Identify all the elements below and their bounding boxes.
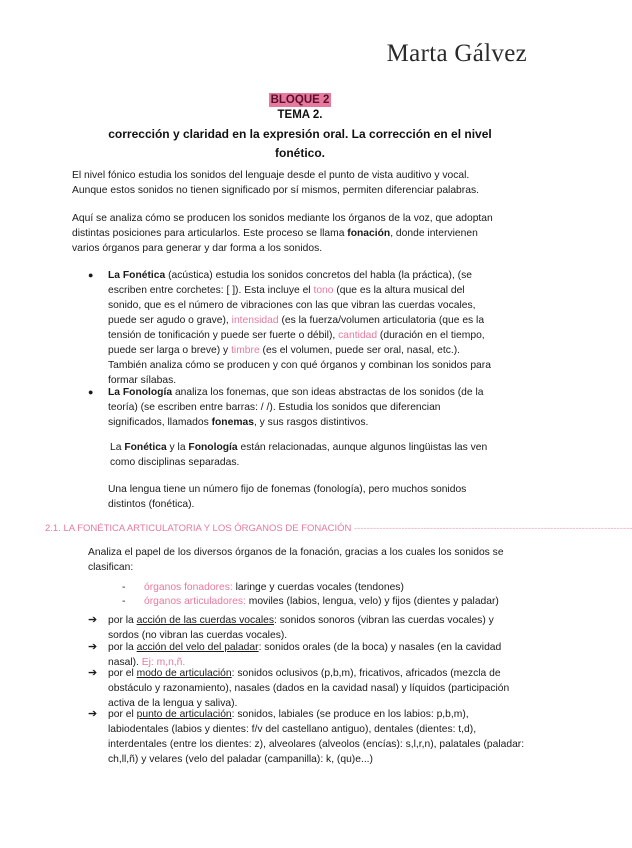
text-span: puede ser agudo o grave), (108, 315, 232, 326)
text-span: , donde intervienen (390, 228, 478, 239)
organo-text: moviles (labios, lengua, velo) y fijos (dientes y paladar) (245, 596, 499, 607)
lengua-paragraph (108, 482, 466, 512)
text-line (108, 268, 568, 283)
fonologia-term: La Fonología (108, 387, 173, 398)
example-text: Ej: m,n,ñ. (141, 657, 186, 668)
fonemas-term: fonemas (211, 417, 254, 428)
underlined-term: punto de articulación (136, 709, 232, 720)
text-span: y la (166, 442, 189, 453)
clasificacion-cuerdas (88, 613, 568, 643)
text-line: Aunque estos sonidos no tienen significado por sí mismos, permiten diferenciar palabras. (72, 185, 479, 196)
text-span: (acústica) estudia los sonidos concretos del habla (la práctica), (se (165, 270, 472, 281)
text-line: interdentales (entre los dientes: z), alveolares (alveolos (encías): s,l,r,n), palatales (paladar: (108, 739, 525, 750)
intro-paragraph-1 (72, 168, 479, 198)
fonacion-term: fonación (347, 228, 391, 239)
bloque-label: BLOQUE 2 (270, 94, 330, 106)
text-line: formar sílabas. (108, 375, 177, 386)
text-line (108, 415, 568, 430)
text-line: como disciplinas separadas. (110, 457, 240, 468)
bullet-fonetica (88, 268, 568, 388)
text-line (110, 440, 487, 455)
text-span: : sonidos oclusivos (p,b,m), fricativos, africados (mezcla de (231, 668, 501, 679)
text-span: , y sus rasgos distintivos. (253, 417, 369, 428)
text-line: sonido, que es el número de vibraciones con las que vibran las cuerdas vocales, (108, 300, 476, 311)
bullet-fonologia (88, 385, 568, 430)
timbre-term: timbre (231, 345, 260, 356)
title-line-2: fonético. (275, 146, 325, 160)
text-line: labiodentales (labios y dientes: f/v del castellano antiguo), dentales (dientes: t,d), (108, 724, 477, 735)
text-line: distintos (fonética). (108, 499, 195, 510)
leader-line: ---------------------------------------------------------------------------------------- (354, 523, 632, 534)
text-span: : sonidos, labiales (se produce en los labios: p,b,m), (231, 709, 469, 720)
arrow-right-icon: ➔ (88, 708, 98, 720)
bullet-dot-icon: ● (88, 270, 94, 280)
text-span: distintas posiciones para articularlos. Este proceso se llama (72, 228, 348, 239)
document-header (60, 90, 540, 163)
bullet-dot-icon: ● (88, 387, 94, 397)
text-line: Aquí se analiza cómo se producen los sonidos mediante los órganos de la voz, que adoptan (72, 213, 493, 224)
text-span: : sonidos sonoros (vibran las cuerdas vocales) y (274, 615, 494, 626)
analiza-paragraph (88, 545, 504, 575)
text-span: por el (108, 668, 137, 679)
text-line (108, 343, 568, 358)
arrow-right-icon: ➔ (88, 667, 98, 679)
organo-label: órganos articuladores: (144, 596, 246, 607)
text-span: analiza los fonemas, que son ideas abstractas de los sonidos (de la (172, 387, 484, 398)
relacion-paragraph (110, 440, 487, 470)
text-span: puede ser larga o breve) y (108, 345, 232, 356)
text-line: teoría) (se escriben entre barras: / /). Estudia los sonidos que diferencian (108, 402, 441, 413)
text-line (108, 640, 568, 655)
arrow-right-icon: ➔ (88, 614, 98, 626)
organo-item (122, 580, 404, 595)
text-line: activa de la lengua y saliva). (108, 698, 238, 709)
text-span: significados, llamados (108, 417, 212, 428)
text-line (72, 226, 493, 241)
text-span: por el (108, 709, 137, 720)
text-span: tensión de tonificación y puede ser fuerte o débil), (108, 330, 339, 341)
text-line: obstáculo y razonamiento), nasales (dados en la cavidad nasal) y líquidos (participación (108, 683, 510, 694)
author-name: Marta Gálvez (386, 40, 527, 67)
text-span: están relacionadas, aunque algunos lingüistas las ven (237, 442, 488, 453)
clasificacion-modo (88, 666, 568, 711)
text-span: (es el volumen, puede ser oral, nasal, etc.). (259, 345, 460, 356)
tono-term: tono (313, 285, 334, 296)
intro-paragraph-2 (72, 211, 493, 256)
text-line: Una lengua tiene un número fijo de fonemas (fonología), pero muchos sonidos (108, 484, 467, 495)
tema-label: TEMA 2. (277, 109, 323, 121)
text-line: varios órganos para generar y dar forma a los sonidos. (72, 243, 323, 254)
fonetica-term: La Fonética (108, 270, 166, 281)
text-span: por la (108, 615, 137, 626)
text-line: También analiza cómo se producen y con qué órganos y combinan los sonidos para (108, 360, 491, 371)
organo-label: órganos fonadores: (144, 582, 233, 593)
section-heading (45, 523, 632, 534)
text-span: (es la fuerza/volumen articulatoria (que es la (278, 315, 485, 326)
cantidad-term: cantidad (338, 330, 378, 341)
text-line (108, 283, 568, 298)
text-line: ch,ll,ñ) y velares (velo del paladar (campanilla): k, (qu)e...) (108, 754, 373, 765)
intensidad-term: intensidad (231, 315, 279, 326)
text-line (108, 328, 568, 343)
dash-icon: - (122, 596, 126, 607)
text-line (108, 313, 568, 328)
underlined-term: acción de las cuerdas vocales (136, 615, 274, 626)
underlined-term: acción del velo del paladar (136, 642, 259, 653)
text-span: : sonidos orales (de la boca) y nasales (en la cavidad (258, 642, 502, 653)
text-span: (duración en el tiempo, (377, 330, 485, 341)
text-span: La (110, 442, 125, 453)
text-span: escriben entre corchetes: [ ]). Esta incluye el (108, 285, 314, 296)
underlined-term: modo de articulación (136, 668, 232, 679)
clasificacion-punto (88, 707, 578, 767)
text-line: sordos (no vibran las cuerdas vocales). (108, 630, 288, 641)
document-title (60, 125, 540, 163)
text-line: clasifican: (88, 562, 134, 573)
fonologia-term: Fonología (188, 442, 238, 453)
arrow-right-icon: ➔ (88, 641, 98, 653)
organo-item (122, 594, 499, 609)
fonetica-term: Fonética (124, 442, 167, 453)
text-line: Analiza el papel de los diversos órganos de la fonación, gracias a los cuales los sonidos se (88, 547, 504, 558)
title-line-1: corrección y claridad en la expresión oral. La corrección en el nivel (108, 127, 492, 141)
text-span: por la (108, 642, 137, 653)
text-line (108, 666, 568, 681)
text-span: nasal). (108, 657, 142, 668)
text-span: (que es la altura musical del (333, 285, 465, 296)
text-line (108, 707, 578, 722)
text-line (108, 613, 568, 628)
organo-text: laringe y cuerdas vocales (tendones) (232, 582, 404, 593)
text-line: El nivel fónico estudia los sonidos del lenguaje desde el punto de vista auditivo y vocal. (72, 170, 470, 181)
dash-icon: - (122, 582, 126, 593)
text-line (108, 385, 568, 400)
section-heading-text: 2.1. LA FONÉTICA ARTICULATORIA Y LOS ÓRGANOS DE FONACIÓN (45, 523, 352, 534)
